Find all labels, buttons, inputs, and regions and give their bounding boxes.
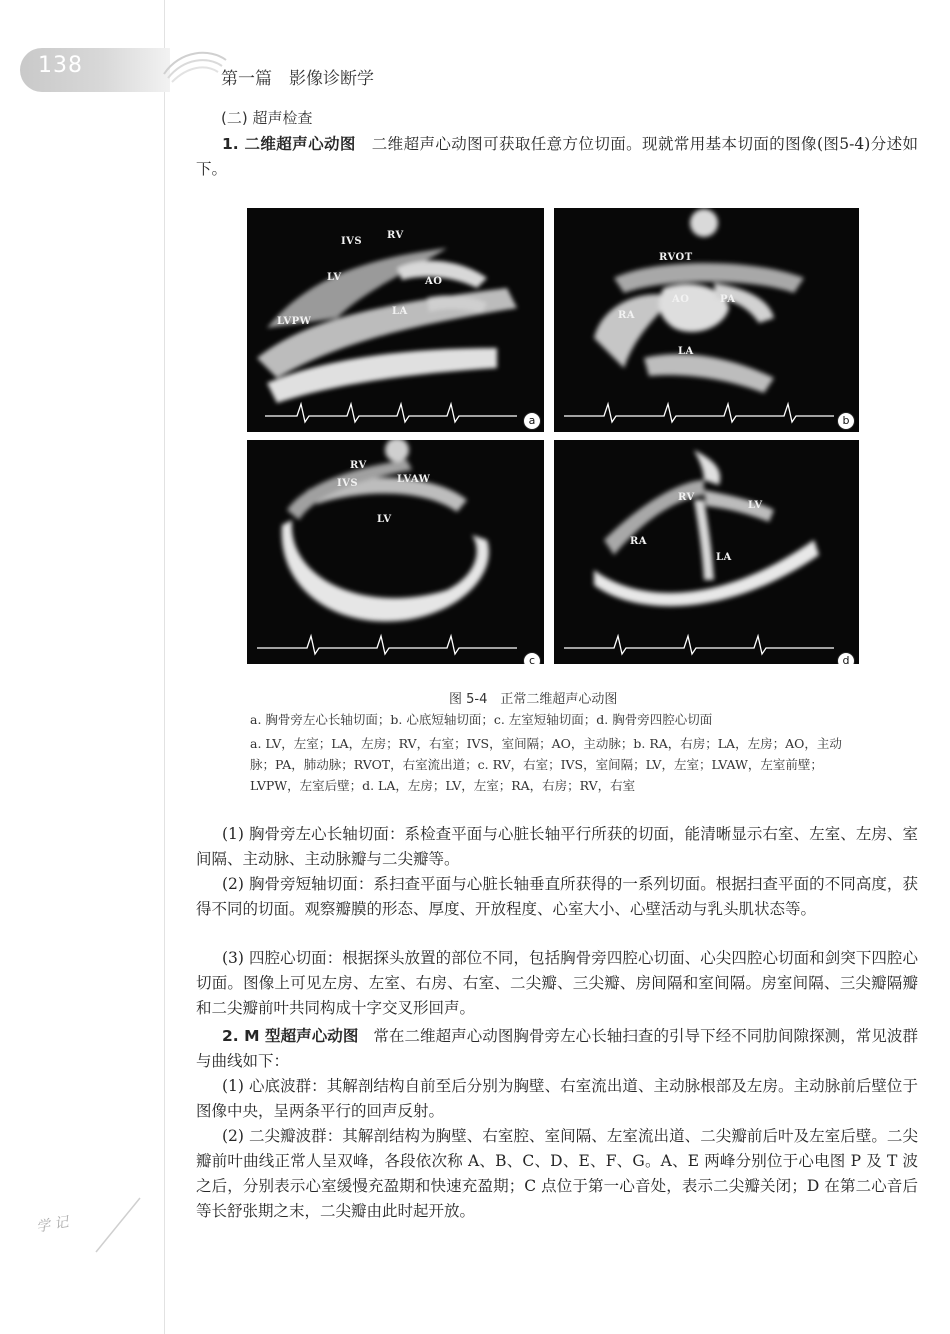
panel-letter-a: a: [523, 412, 541, 430]
running-header: 第一篇 影像诊断学: [221, 69, 374, 89]
text-four-chamber: (3) 四腔心切面：根据探头放置的部位不同，包括胸骨旁四腔心切面、心尖四腔心切面和剑突下四腔心切面。图像上可见左房、左室、右房、右室、二尖瓣、三尖瓣、房间隔和室间隔。房室间隔、三尖瓣隔瓣和二尖瓣前叶共同构成十字交叉形回声。: [196, 949, 918, 1017]
pencil-stroke-icon: [92, 1196, 142, 1256]
label-rv: RV: [387, 230, 404, 241]
heading-2d-echo: 1. 二维超声心动图: [222, 135, 356, 153]
label-lvpw: LVPW: [277, 316, 312, 327]
paragraph-mitral-wave: [196, 1124, 918, 1224]
label-lv: LV: [327, 272, 342, 283]
echo-panel-c: [247, 440, 544, 664]
text-parasternal-short-axis: (2) 胸骨旁短轴切面：系扫查平面与心脏长轴垂直所获得的一系列切面。根据扫查平面的不同高度，获得不同的切面。观察瓣膜的形态、厚度、开放程度、心室大小、心壁活动与乳头肌状态等。: [196, 875, 918, 918]
paragraph-parasternal-short-axis: [196, 872, 918, 922]
label-ao: AO: [425, 276, 443, 287]
figure-note-abbr-1: a. LV，左室；LA，左房；RV，右室；IVS，室间隔；AO，主动脉；b. RA，右房；LA，左房；AO，主动: [250, 736, 842, 751]
label-lvaw: LVAW: [397, 474, 431, 485]
label-rvot: RVOT: [659, 252, 693, 263]
label-rv: RV: [350, 460, 367, 471]
margin-rule: [164, 0, 165, 1334]
paragraph-four-chamber: [196, 946, 918, 1021]
echo-panel-a: [247, 208, 544, 432]
heading-m-mode: 2. M 型超声心动图: [222, 1027, 359, 1045]
label-lv: LV: [377, 514, 392, 525]
paragraph-parasternal-long-axis: [196, 822, 918, 872]
label-lv: LV: [748, 500, 763, 511]
figure-note-abbr-2: 脉；PA，肺动脉；RVOT，右室流出道；c. RV，右室；IVS，室间隔；LV，左室；LVAW，左室前壁；: [250, 757, 823, 772]
echo-image-b: [554, 208, 859, 432]
panel-letter-b: b: [837, 412, 855, 430]
figure-note-abbr-3: LVPW，左室后壁；d. LA，左房；LV，左室；RA，右房；RV，右室: [250, 778, 636, 793]
text-mitral-wave: (2) 二尖瓣波群：其解剖结构为胸壁、右室腔、室间隔、左室流出道、二尖瓣前后叶及左室后壁。二尖瓣前叶曲线正常人呈双峰，各段依次称 A、B、C、D、E、F、G。A、E 两峰分别位于心电图 P 及 T 波之后，分别表示心室缓慢充盈期和快速充盈期；C 点位于第一心音处，表示二尖瓣关闭；D 在第二心音后等长舒张期之末，二尖瓣由此时起开放。: [196, 1127, 918, 1220]
margin-notes-label: 学 记: [35, 1214, 70, 1236]
text-2d-echo: 二维超声心动图可获取任意方位切面。现就常用基本切面的图像(图5-4)分述如下。: [196, 135, 919, 178]
label-la: LA: [678, 346, 694, 357]
panel-letter-d: d: [837, 652, 855, 664]
label-la: LA: [716, 552, 732, 563]
label-pa: PA: [720, 294, 736, 305]
text-parasternal-long-axis: (1) 胸骨旁左心长轴切面：系检查平面与心脏长轴平行所获的切面，能清晰显示右室、左室、左房、室间隔、主动脉、主动脉瓣与二尖瓣等。: [196, 825, 918, 868]
echo-panel-d: [554, 440, 859, 664]
paragraph-m-mode: [196, 1024, 918, 1074]
panel-letter-c: c: [523, 652, 541, 664]
figure-5-4: [247, 208, 859, 674]
swirl-ornament-icon: [160, 44, 230, 88]
label-rv: RV: [678, 492, 695, 503]
text-heart-base-wave: (1) 心底波群：其解剖结构自前至后分别为胸壁、右室流出道、主动脉根部及左房。主动脉前后壁位于图像中央，呈两条平行的回声反射。: [196, 1077, 918, 1120]
label-ivs: IVS: [341, 236, 363, 247]
figure-caption: 图 5-4 正常二维超声心动图: [449, 692, 618, 707]
text-m-mode: 常在二维超声心动图胸骨旁左心长轴扫查的引导下经不同肋间隙探测，常见波群与曲线如下：: [196, 1027, 918, 1070]
echo-image-c: [247, 440, 544, 664]
label-la: LA: [392, 306, 408, 317]
paragraph-2d-echo: [196, 132, 918, 182]
echo-image-d: [554, 440, 859, 664]
label-ao: AO: [672, 294, 690, 305]
echo-panel-b: [554, 208, 859, 432]
label-ivs: IVS: [337, 478, 359, 489]
figure-note-views: a. 胸骨旁左心长轴切面；b. 心底短轴切面；c. 左室短轴切面；d. 胸骨旁四腔心切面: [250, 712, 713, 727]
label-ra: RA: [630, 536, 648, 547]
label-ra: RA: [618, 310, 636, 321]
paragraph-heart-base-wave: [196, 1074, 918, 1124]
page-number: 138: [38, 53, 83, 78]
section-heading: (二) 超声检查: [221, 109, 313, 127]
